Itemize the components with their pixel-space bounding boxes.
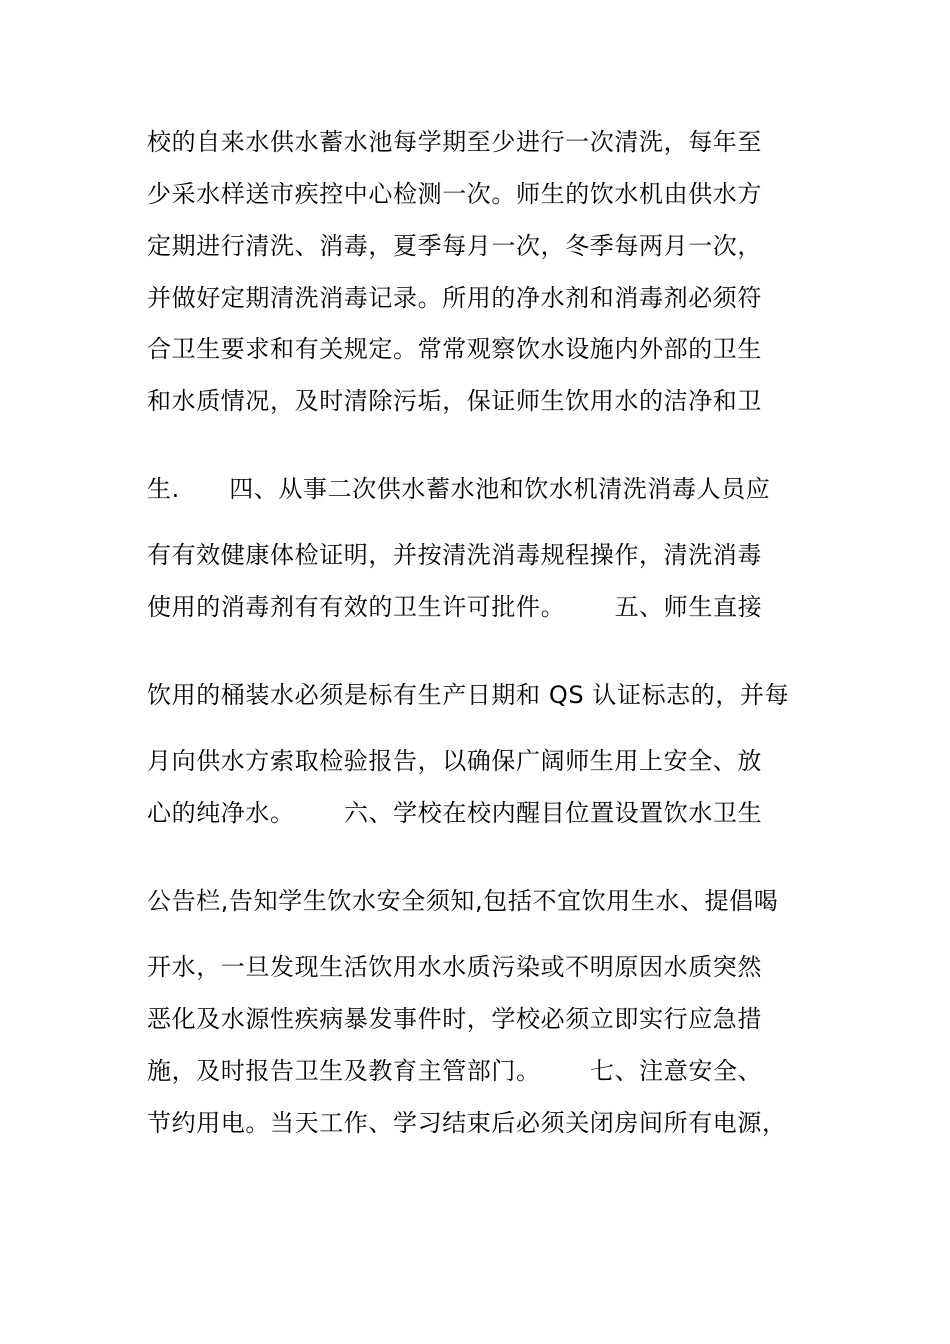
- text-line: 有有效健康体检证明，并按清洗消毒规程操作，清洗消毒: [147, 541, 762, 569]
- text-line: 并做好定期清洗消毒记录。所用的净水剂和消毒剂必须符: [147, 284, 762, 312]
- text-line: 施，及时报告卫生及教育主管部门。 七、注意安全、: [147, 1057, 763, 1085]
- text-line: 饮用的桶装水必须是标有生产日期和 QS 认证标志的，并每: [147, 681, 790, 709]
- text-line: 公告栏,告知学生饮水安全须知,包括不宜饮用生水、提倡喝: [147, 887, 779, 915]
- text-line: 节约用电。当天工作、学习结束后必须关闭房间所有电源，: [147, 1109, 787, 1137]
- text-line: 生. 四、从事二次供水蓄水池和饮水机清洗消毒人员应: [147, 475, 771, 503]
- text-line: 恶化及水源性疾病暴发事件时，学校必须立即实行应急措: [147, 1005, 762, 1033]
- text-line: 定期进行清洗、消毒，夏季每月一次，冬季每两月一次，: [147, 232, 762, 260]
- text-line: 和水质情况，及时清除污垢，保证师生饮用水的洁净和卫: [147, 387, 762, 415]
- text-line: 开水，一旦发现生活饮用水水质污染或不明原因水质突然: [147, 953, 762, 981]
- text-line: 校的自来水供水蓄水池每学期至少进行一次清洗，每年至: [147, 128, 762, 156]
- text-line: 使用的消毒剂有有效的卫生许可批件。 五、师生直接: [147, 593, 763, 621]
- text-line: 心的纯净水。 六、学校在校内醒目位置设置饮水卫生: [147, 799, 763, 827]
- text-line: 少采水样送市疾控中心检测一次。师生的饮水机由供水方: [147, 180, 762, 208]
- text-line: 月向供水方索取检验报告，以确保广阔师生用上安全、放: [147, 747, 762, 775]
- text-line: 合卫生要求和有关规定。常常观察饮水设施内外部的卫生: [147, 335, 762, 363]
